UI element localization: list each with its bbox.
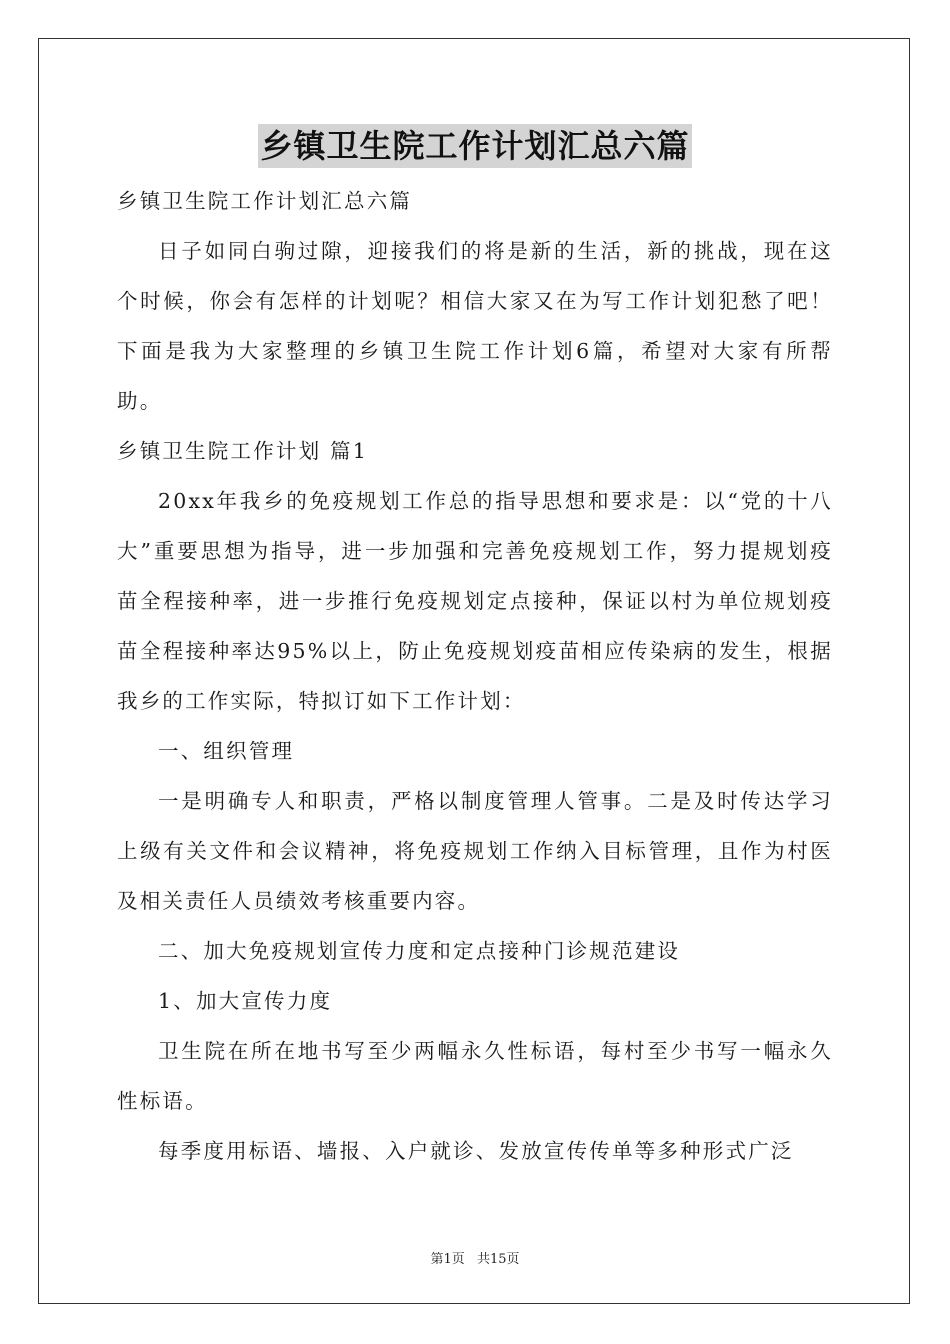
paragraph-heading-publicity: 二、加大免疫规划宣传力度和定点接种门诊规范建设 [158,939,681,963]
paragraph-organization: 一是明确专人和职责，严格以制度管理人管事。二是及时传达学习上级有关文件和会议精神，将免疫规划工作纳入目标管理，且作为村医及相关责任人员绩效考核重要内容。 [117,789,833,913]
page-footer [0,1248,950,1267]
page-total: 共15页 [476,1252,520,1267]
document-title: 乡镇卫生院工作计划汇总六篇 [258,124,691,168]
paragraph-guiding-idea: 20xx年我乡的免疫规划工作总的指导思想和要求是：以“党的十八大”重要思想为指导，进一步加强和完善免疫规划工作，努力提规划疫苗全程接种率，进一步推行免疫规划定点接种，保证以村为单位规划疫苗全程接种率达95%以上，防止免疫规划疫苗相应传染病的发生，根据我乡的工作实际，特拟订如下工作计划： [117,489,833,713]
paragraph-section-heading: 乡镇卫生院工作计划 篇1 [117,439,368,463]
paragraph-subtitle: 乡镇卫生院工作计划汇总六篇 [117,189,413,213]
paragraph-heading-publicity-1: 1、加大宣传力度 [158,989,333,1013]
paragraph-heading-organization: 一、组织管理 [158,739,295,763]
paragraph-quarterly: 每季度用标语、墙报、入户就诊、发放宣传传单等多种形式广泛 [158,1139,794,1163]
paragraph-intro: 日子如同白驹过隙，迎接我们的将是新的生活，新的挑战，现在这个时候，你会有怎样的计划呢？相信大家又在为写工作计划犯愁了吧！下面是我为大家整理的乡镇卫生院工作计划6篇，希望对大家有所帮助。 [117,239,833,413]
paragraph-slogans: 卫生院在所在地书写至少两幅永久性标语，每村至少书写一幅永久性标语。 [117,1039,833,1113]
title-container [0,124,950,168]
page-number: 第1页 [430,1252,465,1267]
document-body [117,176,833,1176]
